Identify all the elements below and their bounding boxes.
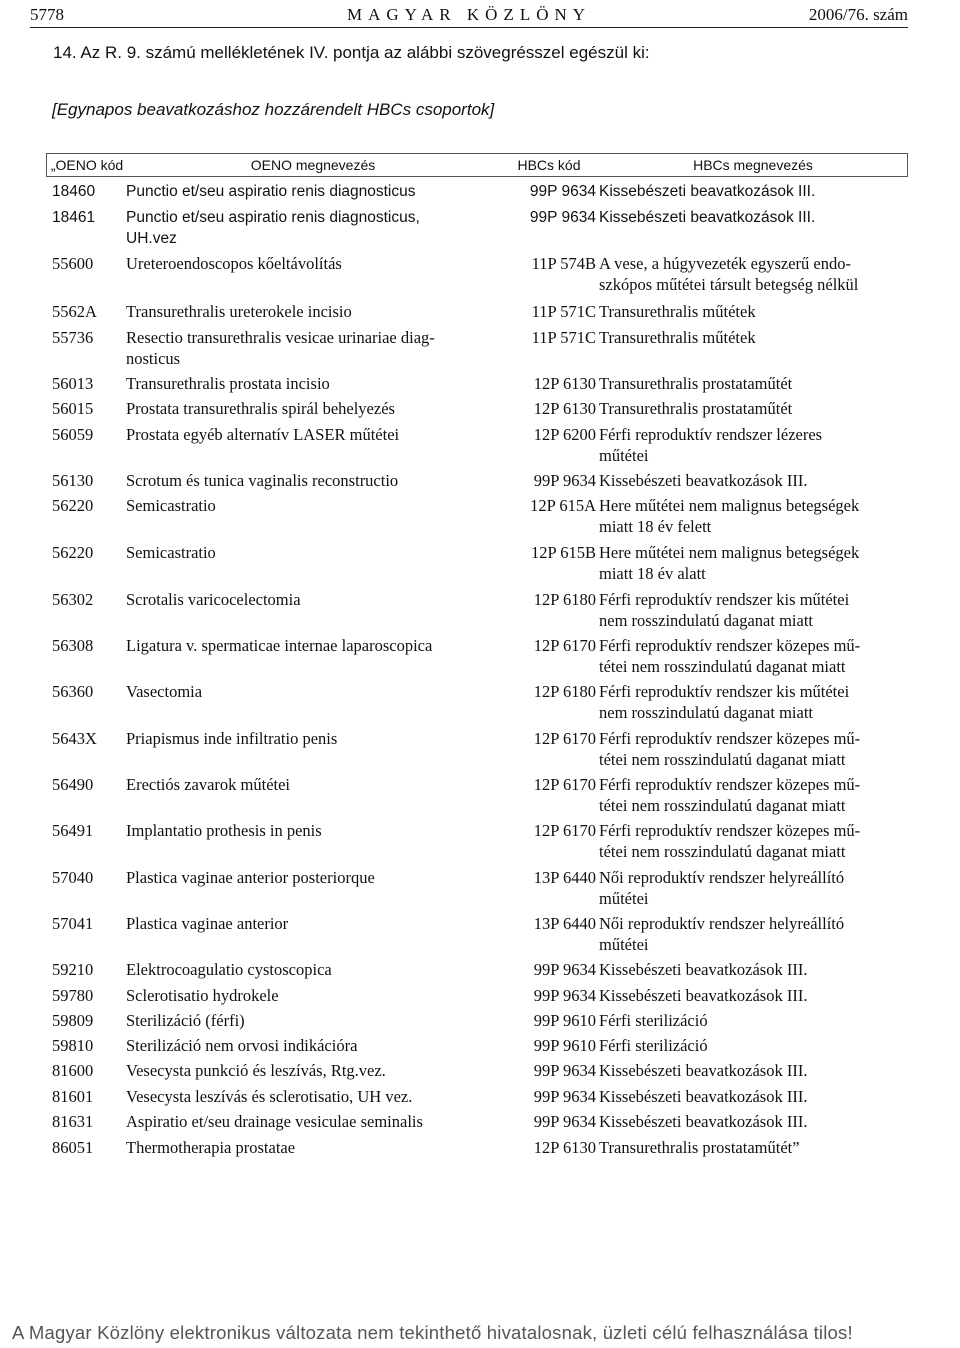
hbcs-megnevezes-cell — [599, 1035, 899, 1056]
oeno-megnevezes-cell-line: Plastica vaginae anterior posteriorque — [126, 868, 375, 887]
issue-number: 2006/76. szám — [808, 5, 908, 24]
oeno-megnevezes-cell — [126, 1086, 494, 1107]
oeno-kod-cell: 56220 — [52, 496, 94, 515]
oeno-kod-cell: 55600 — [52, 254, 94, 273]
hbcs-megnevezes-cell-line: Női reproduktív rendszer helyreállító — [599, 868, 845, 887]
hbcs-kod-cell: 11P 574B — [531, 254, 596, 273]
hbcs-megnevezes-cell — [599, 1086, 899, 1107]
hbcs-megnevezes-cell-line: Férfi reproduktív rendszer lézeres — [599, 425, 823, 444]
hbcs-kod-cell: 99P 9610 — [533, 1011, 596, 1030]
hbcs-megnevezes-cell-line: miatt 18 év felett — [599, 517, 712, 536]
hbcs-kod-cell: 99P 9634 — [533, 960, 596, 979]
hbcs-kod-cell: 12P 615A — [530, 496, 596, 515]
oeno-megnevezes-cell — [126, 867, 494, 888]
hbcs-megnevezes-cell — [599, 913, 899, 955]
oeno-megnevezes-cell — [126, 398, 494, 419]
column-header-hbcs-megnevezes: HBCs megnevezés — [693, 157, 813, 173]
oeno-megnevezes-cell — [126, 1137, 494, 1158]
hbcs-megnevezes-cell-line: Kissebészeti beavatkozások III. — [599, 1061, 808, 1080]
hbcs-megnevezes-cell-line: tétei nem rosszindulatú daganat miatt — [599, 657, 846, 676]
column-header-oeno-kod: „OENO kód — [50, 157, 124, 173]
oeno-megnevezes-cell-line: Sterilizáció (férfi) — [126, 1011, 245, 1030]
hbcs-kod-cell: 99P 9634 — [533, 986, 596, 1005]
oeno-megnevezes-cell — [126, 1060, 494, 1081]
hbcs-megnevezes-cell-line: műtétei — [599, 935, 649, 954]
oeno-kod-cell: 18461 — [52, 209, 96, 226]
oeno-megnevezes-cell — [126, 1111, 494, 1132]
hbcs-megnevezes-cell — [599, 1060, 899, 1081]
column-header-oeno-megnevezes: OENO megnevezés — [250, 157, 376, 173]
intro-text: 14. Az R. 9. számú mellékletének IV. pontja az alábbi szövegrésszel egészül ki: — [53, 43, 650, 62]
hbcs-megnevezes-cell — [599, 820, 899, 862]
hbcs-megnevezes-cell-line: Here műtétei nem malignus betegségek — [599, 543, 860, 562]
hbcs-kod-cell: 12P 6170 — [533, 729, 596, 748]
hbcs-megnevezes-cell-line: tétei nem rosszindulatú daganat miatt — [599, 796, 846, 815]
hbcs-megnevezes-cell-line: szkópos műtétei társult betegség nélkül — [599, 275, 859, 294]
hbcs-kod-cell: 13P 6440 — [533, 868, 596, 887]
oeno-megnevezes-cell-line: Thermotherapia prostatae — [126, 1138, 296, 1157]
oeno-kod-cell: 56015 — [52, 399, 94, 418]
hbcs-megnevezes-cell — [599, 542, 899, 584]
hbcs-megnevezes-cell — [599, 959, 899, 980]
oeno-kod-cell: 81600 — [52, 1061, 94, 1080]
hbcs-kod-cell: 12P 6170 — [533, 821, 596, 840]
oeno-megnevezes-cell-line: UH.vez — [126, 230, 177, 247]
oeno-megnevezes-cell-line: Transurethralis ureterokele incisio — [126, 302, 352, 321]
hbcs-megnevezes-cell — [599, 635, 899, 677]
hbcs-megnevezes-cell-line: Transurethralis prostataműtét — [599, 399, 793, 418]
oeno-megnevezes-cell-line: Prostata transurethralis spirál behelyezés — [126, 399, 395, 418]
table-header — [46, 153, 908, 177]
hbcs-kod-cell: 12P 6200 — [533, 425, 596, 444]
hbcs-megnevezes-cell-line: Férfi reproduktív rendszer kis műtétei — [599, 682, 850, 701]
oeno-megnevezes-cell-line: Sterilizáció nem orvosi indikációra — [126, 1036, 358, 1055]
page-header — [30, 4, 908, 26]
oeno-megnevezes-cell-line: Vesecysta leszívás és sclerotisatio, UH vez. — [126, 1087, 413, 1106]
oeno-megnevezes-cell-line: Scrotalis varicocelectomia — [126, 590, 301, 609]
oeno-megnevezes-cell — [126, 1035, 494, 1056]
hbcs-megnevezes-cell-line: Transurethralis prostataműtét — [599, 374, 793, 393]
oeno-megnevezes-cell-line: Priapismus inde infiltratio penis — [126, 729, 338, 748]
oeno-kod-cell: 57041 — [52, 914, 94, 933]
oeno-megnevezes-cell-line: Semicastratio — [126, 496, 216, 515]
hbcs-megnevezes-cell — [599, 728, 899, 770]
oeno-megnevezes-cell — [126, 470, 494, 491]
hbcs-megnevezes-cell-line: tétei nem rosszindulatú daganat miatt — [599, 842, 846, 861]
hbcs-kod-cell: 12P 615B — [531, 543, 596, 562]
hbcs-megnevezes-cell-line: Kissebészeti beavatkozások III. — [599, 183, 816, 200]
hbcs-megnevezes-cell-line: Kissebészeti beavatkozások III. — [599, 1112, 808, 1131]
oeno-megnevezes-cell — [126, 327, 494, 369]
oeno-megnevezes-cell-line: Ligatura v. spermaticae internae laparoscopica — [126, 636, 433, 655]
oeno-megnevezes-cell — [126, 774, 494, 795]
oeno-megnevezes-cell-line: Vesecysta punkció és leszívás, Rtg.vez. — [126, 1061, 386, 1080]
column-header-hbcs-kod: HBCs kód — [517, 157, 581, 173]
oeno-kod-cell: 56302 — [52, 590, 94, 609]
hbcs-megnevezes-cell-line: Kissebészeti beavatkozások III. — [599, 1087, 808, 1106]
oeno-megnevezes-cell-line: Punctio et/seu aspiratio renis diagnosticus, — [126, 209, 420, 226]
oeno-megnevezes-cell — [126, 681, 494, 702]
hbcs-kod-cell: 99P 9634 — [533, 1087, 596, 1106]
oeno-megnevezes-cell — [126, 424, 494, 445]
hbcs-megnevezes-cell-line: műtétei — [599, 889, 649, 908]
hbcs-megnevezes-cell — [599, 207, 899, 228]
hbcs-megnevezes-cell — [599, 681, 899, 723]
oeno-kod-cell: 56130 — [52, 471, 94, 490]
hbcs-megnevezes-cell — [599, 867, 899, 909]
hbcs-kod-cell: 99P 9634 — [533, 471, 596, 490]
hbcs-kod-cell: 99P 9634 — [533, 1061, 596, 1080]
oeno-megnevezes-cell-line: Erectiós zavarok műtétei — [126, 775, 291, 794]
hbcs-megnevezes-cell-line: Transurethralis műtétek — [599, 328, 756, 347]
hbcs-megnevezes-cell — [599, 181, 899, 202]
hbcs-megnevezes-cell-line: Transurethralis műtétek — [599, 302, 756, 321]
oeno-megnevezes-cell — [126, 589, 494, 610]
hbcs-kod-cell: 99P 9634 — [529, 209, 596, 226]
hbcs-table — [46, 153, 908, 1157]
oeno-kod-cell: 86051 — [52, 1138, 94, 1157]
hbcs-megnevezes-cell-line: miatt 18 év alatt — [599, 564, 706, 583]
oeno-megnevezes-cell-line: Elektrocoagulatio cystoscopica — [126, 960, 332, 979]
hbcs-megnevezes-cell-line: Here műtétei nem malignus betegségek — [599, 496, 860, 515]
oeno-kod-cell: 56013 — [52, 374, 94, 393]
hbcs-megnevezes-cell-line: Férfi reproduktív rendszer közepes mű- — [599, 729, 861, 748]
oeno-megnevezes-cell — [126, 728, 494, 749]
hbcs-megnevezes-cell-line: Kissebészeti beavatkozások III. — [599, 209, 816, 226]
oeno-megnevezes-cell-line: Punctio et/seu aspiratio renis diagnosticus — [126, 183, 416, 200]
oeno-megnevezes-cell-line: Implantatio prothesis in penis — [126, 821, 322, 840]
oeno-kod-cell: 56308 — [52, 636, 94, 655]
hbcs-megnevezes-cell-line: Kissebészeti beavatkozások III. — [599, 986, 808, 1005]
hbcs-megnevezes-cell — [599, 1111, 899, 1132]
oeno-megnevezes-cell-line: Aspiratio et/seu drainage vesiculae seminalis — [126, 1112, 423, 1131]
hbcs-megnevezes-cell-line: Kissebészeti beavatkozások III. — [599, 471, 808, 490]
oeno-kod-cell: 56491 — [52, 821, 94, 840]
oeno-megnevezes-cell — [126, 1010, 494, 1031]
oeno-kod-cell: 59780 — [52, 986, 94, 1005]
hbcs-megnevezes-cell — [599, 424, 899, 466]
oeno-megnevezes-cell — [126, 181, 494, 202]
hbcs-megnevezes-cell-line: A vese, a húgyvezeték egyszerű endo- — [599, 254, 851, 273]
oeno-megnevezes-cell — [126, 985, 494, 1006]
journal-title: MAGYAR KÖZLÖNY — [346, 5, 592, 24]
hbcs-kod-cell: 12P 6170 — [533, 775, 596, 794]
oeno-megnevezes-cell — [126, 301, 494, 322]
oeno-megnevezes-cell-line: Transurethralis prostata incisio — [126, 374, 330, 393]
hbcs-megnevezes-cell — [599, 589, 899, 631]
hbcs-kod-cell: 12P 6130 — [533, 1138, 596, 1157]
hbcs-megnevezes-cell-line: Férfi reproduktív rendszer közepes mű- — [599, 636, 861, 655]
oeno-kod-cell: 56490 — [52, 775, 94, 794]
hbcs-megnevezes-cell — [599, 1010, 899, 1031]
oeno-megnevezes-cell-line: Resectio transurethralis vesicae urinariae diag- — [126, 328, 435, 347]
oeno-megnevezes-cell — [126, 253, 494, 274]
oeno-megnevezes-cell — [126, 542, 494, 563]
hbcs-megnevezes-cell — [599, 373, 899, 394]
hbcs-megnevezes-cell-line: Férfi sterilizáció — [599, 1036, 708, 1055]
hbcs-megnevezes-cell — [599, 470, 899, 491]
hbcs-kod-cell: 12P 6170 — [533, 636, 596, 655]
hbcs-megnevezes-cell-line: Férfi reproduktív rendszer kis műtétei — [599, 590, 850, 609]
hbcs-megnevezes-cell — [599, 774, 899, 816]
hbcs-megnevezes-cell — [599, 1137, 899, 1158]
oeno-megnevezes-cell-line: Scrotum és tunica vaginalis reconstructio — [126, 471, 399, 490]
disclaimer-footer: A Magyar Közlöny elektronikus változata nem tekinthető hivatalosnak, üzleti célú felhasználása tilos! — [12, 1322, 853, 1343]
hbcs-kod-cell: 12P 6180 — [533, 590, 596, 609]
hbcs-megnevezes-cell — [599, 327, 899, 348]
hbcs-kod-cell: 11P 571C — [531, 302, 596, 321]
oeno-megnevezes-cell-line: Prostata egyéb alternatív LASER műtétei — [126, 425, 400, 444]
hbcs-kod-cell: 99P 9634 — [529, 183, 596, 200]
oeno-kod-cell: 59809 — [52, 1011, 94, 1030]
hbcs-kod-cell: 99P 9610 — [533, 1036, 596, 1055]
oeno-kod-cell: 59810 — [52, 1036, 94, 1055]
oeno-megnevezes-cell — [126, 959, 494, 980]
oeno-megnevezes-cell — [126, 820, 494, 841]
oeno-megnevezes-cell-line: Sclerotisatio hydrokele — [126, 986, 279, 1005]
oeno-megnevezes-cell-line: Vasectomia — [126, 682, 203, 701]
hbcs-kod-cell: 12P 6130 — [533, 374, 596, 393]
hbcs-megnevezes-cell — [599, 495, 899, 537]
oeno-kod-cell: 5562A — [52, 302, 97, 321]
hbcs-kod-cell: 13P 6440 — [533, 914, 596, 933]
hbcs-megnevezes-cell-line: Férfi reproduktív rendszer közepes mű- — [599, 775, 861, 794]
oeno-kod-cell: 56059 — [52, 425, 94, 444]
hbcs-megnevezes-cell-line: nem rosszindulatú daganat miatt — [599, 611, 813, 630]
table-subtitle: [Egynapos beavatkozáshoz hozzárendelt HBCs csoportok] — [52, 100, 495, 119]
oeno-kod-cell: 81631 — [52, 1112, 94, 1131]
hbcs-megnevezes-cell — [599, 253, 899, 295]
oeno-megnevezes-cell — [126, 635, 494, 656]
oeno-kod-cell: 18460 — [52, 183, 96, 200]
header-rule — [30, 27, 908, 28]
oeno-megnevezes-cell-line: Semicastratio — [126, 543, 216, 562]
hbcs-megnevezes-cell — [599, 985, 899, 1006]
page-number: 5778 — [30, 5, 64, 24]
oeno-megnevezes-cell — [126, 373, 494, 394]
oeno-kod-cell: 55736 — [52, 328, 94, 347]
oeno-kod-cell: 57040 — [52, 868, 94, 887]
hbcs-megnevezes-cell-line: Transurethralis prostataműtét” — [599, 1138, 800, 1157]
oeno-megnevezes-cell — [126, 207, 494, 249]
oeno-megnevezes-cell-line: Ureteroendoscopos kőeltávolítás — [126, 254, 342, 273]
hbcs-megnevezes-cell — [599, 398, 899, 419]
hbcs-kod-cell: 11P 571C — [531, 328, 596, 347]
oeno-megnevezes-cell-line: nosticus — [126, 349, 181, 368]
oeno-megnevezes-cell — [126, 913, 494, 934]
hbcs-kod-cell: 99P 9634 — [533, 1112, 596, 1131]
oeno-kod-cell: 59210 — [52, 960, 94, 979]
oeno-kod-cell: 56360 — [52, 682, 94, 701]
hbcs-megnevezes-cell — [599, 301, 899, 322]
oeno-kod-cell: 81601 — [52, 1087, 94, 1106]
hbcs-megnevezes-cell-line: nem rosszindulatú daganat miatt — [599, 703, 813, 722]
hbcs-megnevezes-cell-line: Női reproduktív rendszer helyreállító — [599, 914, 845, 933]
oeno-megnevezes-cell — [126, 495, 494, 516]
hbcs-kod-cell: 12P 6130 — [533, 399, 596, 418]
oeno-megnevezes-cell-line: Plastica vaginae anterior — [126, 914, 289, 933]
hbcs-megnevezes-cell-line: Kissebészeti beavatkozások III. — [599, 960, 808, 979]
hbcs-megnevezes-cell-line: műtétei — [599, 446, 649, 465]
hbcs-kod-cell: 12P 6180 — [533, 682, 596, 701]
oeno-kod-cell: 5643X — [52, 729, 97, 748]
hbcs-megnevezes-cell-line: Férfi sterilizáció — [599, 1011, 708, 1030]
hbcs-megnevezes-cell-line: tétei nem rosszindulatú daganat miatt — [599, 750, 846, 769]
hbcs-megnevezes-cell-line: Férfi reproduktív rendszer közepes mű- — [599, 821, 861, 840]
oeno-kod-cell: 56220 — [52, 543, 94, 562]
